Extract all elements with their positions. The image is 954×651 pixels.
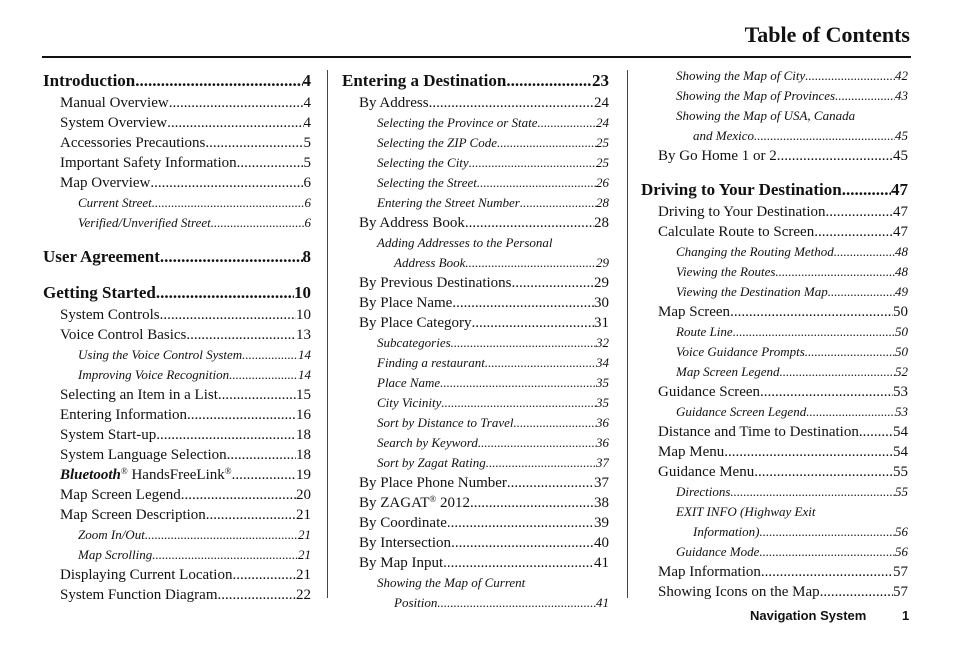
toc-subentry-continued[interactable]: and Mexico ..... 45 — [641, 128, 908, 148]
toc-subentry[interactable]: Place Name ..... 35 — [342, 375, 609, 395]
toc-subentry[interactable]: Directions ..... 55 — [641, 484, 908, 504]
toc-entry[interactable]: Showing Icons on the Map ..... 57 — [641, 584, 908, 604]
toc-subentry[interactable]: Showing the Map of USA, Canada — [676, 108, 856, 123]
toc-subentry[interactable]: Selecting the Province or State ..... 24 — [342, 115, 609, 135]
toc-column-2 — [342, 68, 609, 615]
toc-entry[interactable]: Important Safety Information ..... 5 — [43, 155, 311, 175]
toc-subentry[interactable]: Zoom In/Out ..... 21 — [43, 527, 311, 547]
toc-entry[interactable]: Map Menu ..... 54 — [641, 444, 908, 464]
toc-subentry[interactable]: Guidance Screen Legend ..... 53 — [641, 404, 908, 424]
toc-section[interactable]: User Agreement ..... 8 — [43, 247, 311, 271]
toc-entry-zagat[interactable]: By ZAGAT® 2012 ..... 38 — [342, 495, 609, 515]
toc-subentry[interactable]: Sort by Zagat Rating ..... 37 — [342, 455, 609, 475]
toc-subentry[interactable]: Viewing the Destination Map ..... 49 — [641, 284, 908, 304]
toc-entry[interactable]: Distance and Time to Destination ..... 54 — [641, 424, 908, 444]
toc-subentry[interactable]: Selecting the Street ..... 26 — [342, 175, 609, 195]
footer-label: Navigation System — [750, 608, 867, 623]
toc-entry[interactable]: Manual Overview ..... 4 — [43, 95, 311, 115]
toc-section[interactable]: Entering a Destination ..... 23 — [342, 71, 609, 95]
toc-subentry[interactable]: Sort by Distance to Travel ..... 36 — [342, 415, 609, 435]
toc-entry[interactable]: Map Overview ..... 6 — [43, 175, 311, 195]
toc-entry[interactable]: System Function Diagram ..... 22 — [43, 587, 311, 607]
toc-entry[interactable]: By Previous Destinations ..... 29 — [342, 275, 609, 295]
toc-subentry[interactable]: Using the Voice Control System ..... 14 — [43, 347, 311, 367]
toc-subentry[interactable]: Adding Addresses to the Personal — [377, 235, 553, 250]
toc-entry[interactable]: Map Information ..... 57 — [641, 564, 908, 584]
toc-subentry[interactable]: Improving Voice Recognition ..... 14 — [43, 367, 311, 387]
toc-entry[interactable]: By Place Name ..... 30 — [342, 295, 609, 315]
toc-subentry[interactable]: EXIT INFO (Highway Exit — [676, 504, 816, 519]
toc-subentry-continued[interactable]: Position ..... 41 — [342, 595, 609, 615]
toc-subentry-continued[interactable]: Address Book ..... 29 — [342, 255, 609, 275]
toc-subentry[interactable]: Selecting the ZIP Code ..... 25 — [342, 135, 609, 155]
toc-entry[interactable]: Map Screen Description ..... 21 — [43, 507, 311, 527]
toc-subentry[interactable]: Verified/Unverified Street ..... 6 — [43, 215, 311, 235]
toc-subentry[interactable]: Map Scrolling ..... 21 — [43, 547, 311, 567]
page-number: 1 — [902, 608, 910, 623]
toc-entry[interactable]: Guidance Screen ..... 53 — [641, 384, 908, 404]
toc-subentry[interactable]: Guidance Mode ..... 56 — [641, 544, 908, 564]
toc-entry[interactable]: By Coordinate ..... 39 — [342, 515, 609, 535]
toc-subentry[interactable]: Showing the Map of City ..... 42 — [641, 68, 908, 88]
toc-subentry[interactable]: Finding a restaurant ..... 34 — [342, 355, 609, 375]
toc-subentry[interactable]: Voice Guidance Prompts ..... 50 — [641, 344, 908, 364]
toc-entry[interactable]: System Start-up ..... 18 — [43, 427, 311, 447]
toc-entry[interactable]: Displaying Current Location ..... 21 — [43, 567, 311, 587]
toc-subentry[interactable]: Viewing the Routes ..... 48 — [641, 264, 908, 284]
toc-subentry[interactable]: City Vicinity ..... 35 — [342, 395, 609, 415]
toc-entry[interactable]: Driving to Your Destination ..... 47 — [641, 204, 908, 224]
toc-column-1 — [43, 68, 311, 607]
toc-subentry[interactable]: Entering the Street Number ..... 28 — [342, 195, 609, 215]
toc-entry[interactable]: System Language Selection ..... 18 — [43, 447, 311, 467]
toc-entry[interactable]: By Address ..... 24 — [342, 95, 609, 115]
toc-entry[interactable]: Selecting an Item in a List ..... 15 — [43, 387, 311, 407]
toc-entry[interactable]: Calculate Route to Screen ..... 47 — [641, 224, 908, 244]
toc-entry[interactable]: Guidance Menu ..... 55 — [641, 464, 908, 484]
toc-entry[interactable]: By Place Category ..... 31 — [342, 315, 609, 335]
toc-entry[interactable]: By Address Book ..... 28 — [342, 215, 609, 235]
toc-entry[interactable]: Entering Information ..... 16 — [43, 407, 311, 427]
toc-subentry[interactable]: Subcategories ..... 32 — [342, 335, 609, 355]
toc-entry[interactable]: System Overview ..... 4 — [43, 115, 311, 135]
toc-entry[interactable]: Voice Control Basics ..... 13 — [43, 327, 311, 347]
toc-subentry[interactable]: Selecting the City ..... 25 — [342, 155, 609, 175]
toc-subentry[interactable]: Route Line ..... 50 — [641, 324, 908, 344]
page-title: Table of Contents — [744, 22, 910, 47]
toc-subentry[interactable]: Search by Keyword ..... 36 — [342, 435, 609, 455]
toc-entry[interactable]: System Controls ..... 10 — [43, 307, 311, 327]
column-divider — [327, 70, 328, 598]
toc-entry[interactable]: Map Screen Legend ..... 20 — [43, 487, 311, 507]
toc-entry[interactable]: By Go Home 1 or 2 ..... 45 — [641, 148, 908, 168]
toc-subentry[interactable]: Showing the Map of Current — [377, 575, 526, 590]
toc-section[interactable]: Introduction ..... 4 — [43, 71, 311, 95]
toc-subentry[interactable]: Current Street ..... 6 — [43, 195, 311, 215]
toc-subentry[interactable]: Changing the Routing Method ..... 48 — [641, 244, 908, 264]
toc-section[interactable]: Driving to Your Destination ..... 47 — [641, 180, 908, 204]
toc-entry[interactable]: Accessories Precautions ..... 5 — [43, 135, 311, 155]
column-divider — [627, 70, 628, 598]
title-rule — [42, 56, 911, 58]
toc-entry-bluetooth[interactable]: Bluetooth® HandsFreeLink® ..... 19 — [43, 467, 311, 487]
toc-column-3 — [641, 68, 908, 604]
toc-entry[interactable]: By Place Phone Number ..... 37 — [342, 475, 609, 495]
toc-subentry-continued[interactable]: Information) ..... 56 — [641, 524, 908, 544]
toc-section[interactable]: Getting Started ..... 10 — [43, 283, 311, 307]
toc-entry[interactable]: By Map Input ..... 41 — [342, 555, 609, 575]
toc-subentry[interactable]: Map Screen Legend ..... 52 — [641, 364, 908, 384]
toc-entry[interactable]: By Intersection ..... 40 — [342, 535, 609, 555]
toc-subentry[interactable]: Showing the Map of Provinces ..... 43 — [641, 88, 908, 108]
toc-entry[interactable]: Map Screen ..... 50 — [641, 304, 908, 324]
